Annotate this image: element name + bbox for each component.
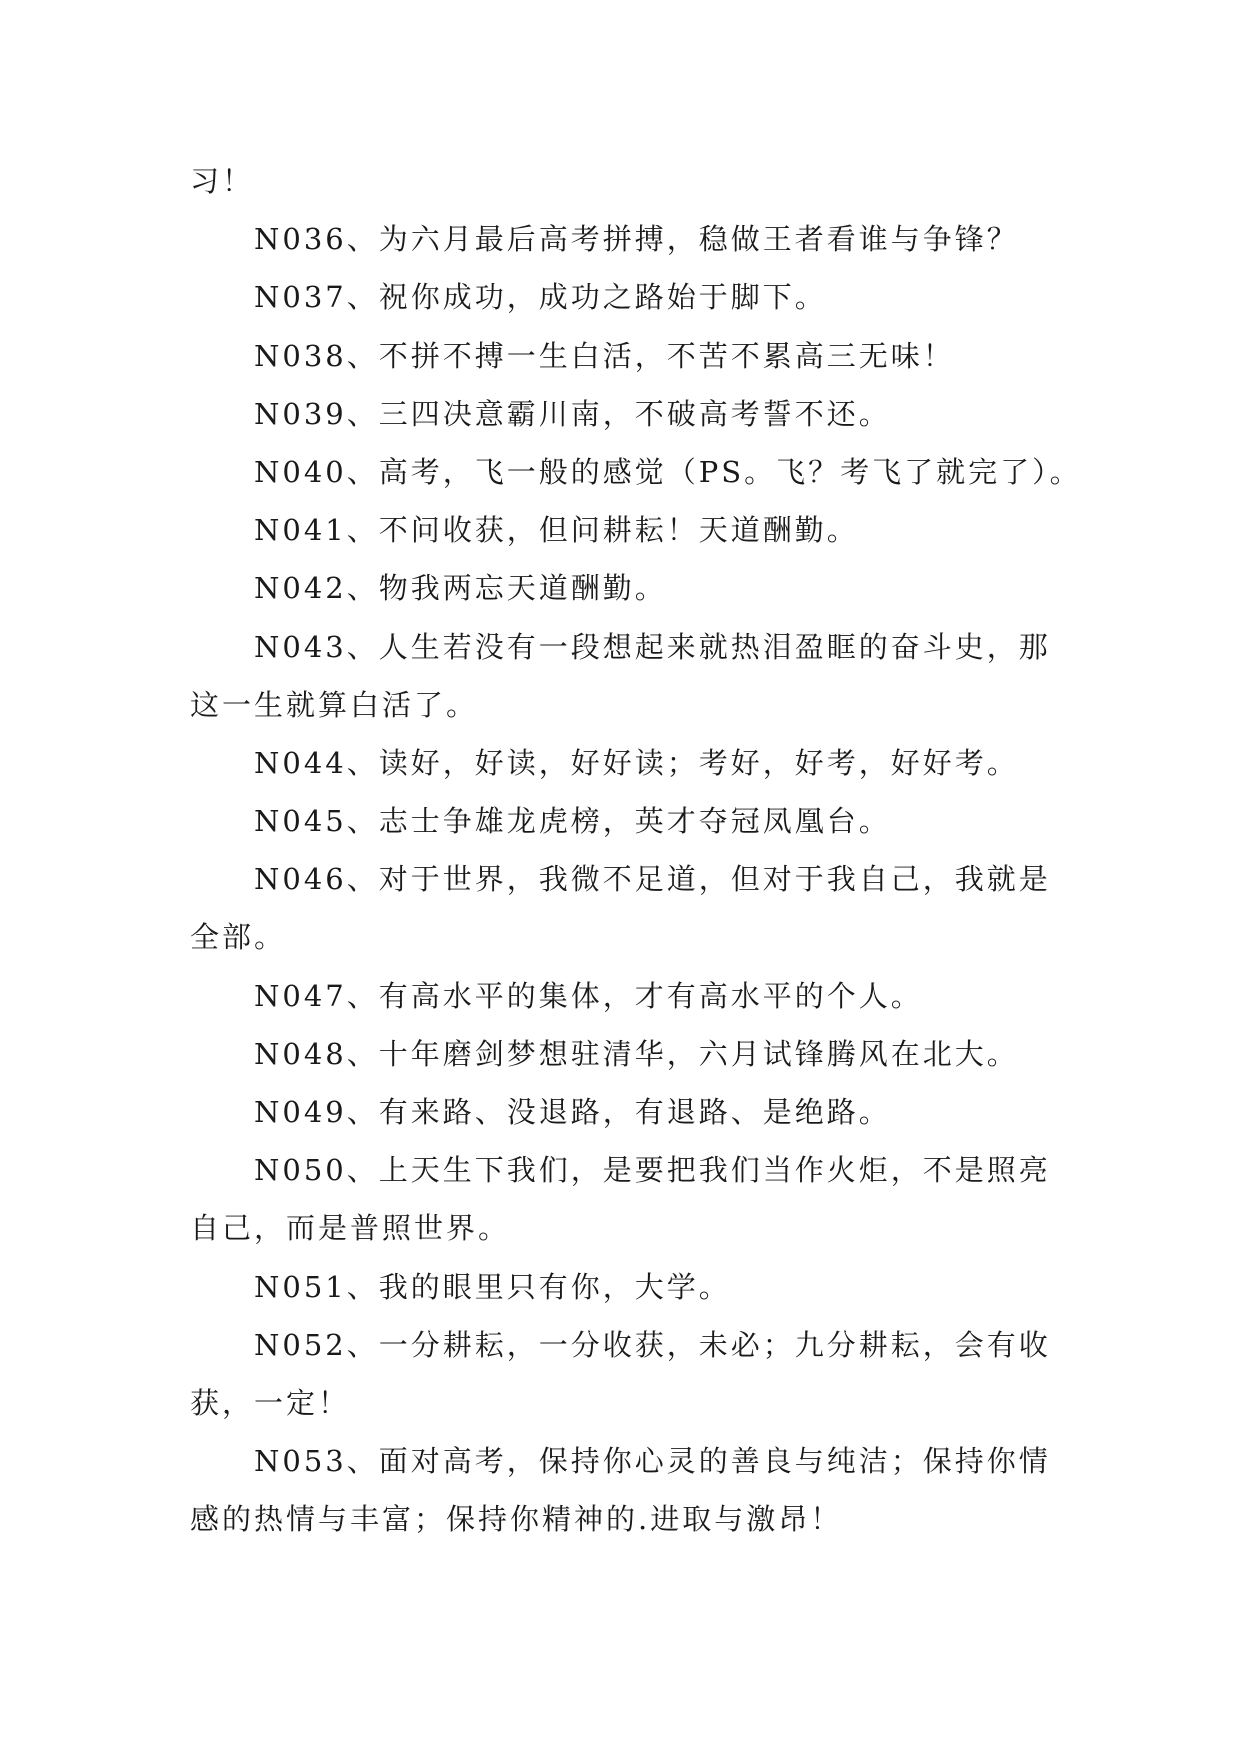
slogan-n036: N036、为六月最后高考拼搏，稳做王者看谁与争锋？: [254, 222, 1019, 257]
document-body: [190, 152, 1082, 1549]
slogan-n052-continued: 获，一定！: [190, 1385, 351, 1420]
slogan-n044: N044、读好，好读，好好读；考好，好考，好好考。: [254, 745, 1019, 780]
slogan-n043-continued: 这一生就算白活了。: [190, 687, 479, 722]
slogan-n051: N051、我的眼里只有你，大学。: [254, 1269, 731, 1304]
slogan-n053: N053、面对高考，保持你心灵的善良与纯洁；保持你情: [254, 1444, 1051, 1479]
slogan-n046: N046、对于世界，我微不足道，但对于我自己，我就是: [254, 862, 1051, 897]
slogan-n048: N048、十年磨剑梦想驻清华，六月试锋腾风在北大。: [254, 1036, 1019, 1071]
slogan-n039: N039、三四决意霸川南，不破高考誓不还。: [254, 396, 891, 431]
slogan-n052: N052、一分耕耘，一分收获，未必；九分耕耘，会有收: [254, 1327, 1051, 1362]
slogan-n041: N041、不问收获，但问耕耘！天道酬勤。: [254, 513, 859, 548]
slogan-n053-continued: 感的热情与丰富；保持你精神的.进取与激昂！: [190, 1502, 843, 1537]
text-line: 习！: [190, 164, 255, 198]
slogan-n040: N040、高考，飞一般的感觉（PS。飞？考飞了就完了）。: [254, 454, 1082, 489]
slogan-n050: N050、上天生下我们，是要把我们当作火炬，不是照亮: [254, 1153, 1051, 1188]
slogan-n037: N037、祝你成功，成功之路始于脚下。: [254, 280, 827, 315]
slogan-n042: N042、物我两忘天道酬勤。: [254, 571, 667, 606]
slogan-n043: N043、人生若没有一段想起来就热泪盈眶的奋斗史，那: [254, 629, 1051, 664]
slogan-n038: N038、不拼不搏一生白活，不苦不累高三无味！: [254, 338, 955, 373]
slogan-n049: N049、有来路、没退路，有退路、是绝路。: [254, 1095, 891, 1129]
slogan-n045: N045、志士争雄龙虎榜，英才夺冠凤凰台。: [254, 804, 891, 839]
slogan-n047: N047、有高水平的集体，才有高水平的个人。: [254, 978, 923, 1013]
slogan-n050-continued: 自己，而是普照世界。: [190, 1211, 511, 1246]
slogan-n046-continued: 全部。: [190, 920, 287, 955]
